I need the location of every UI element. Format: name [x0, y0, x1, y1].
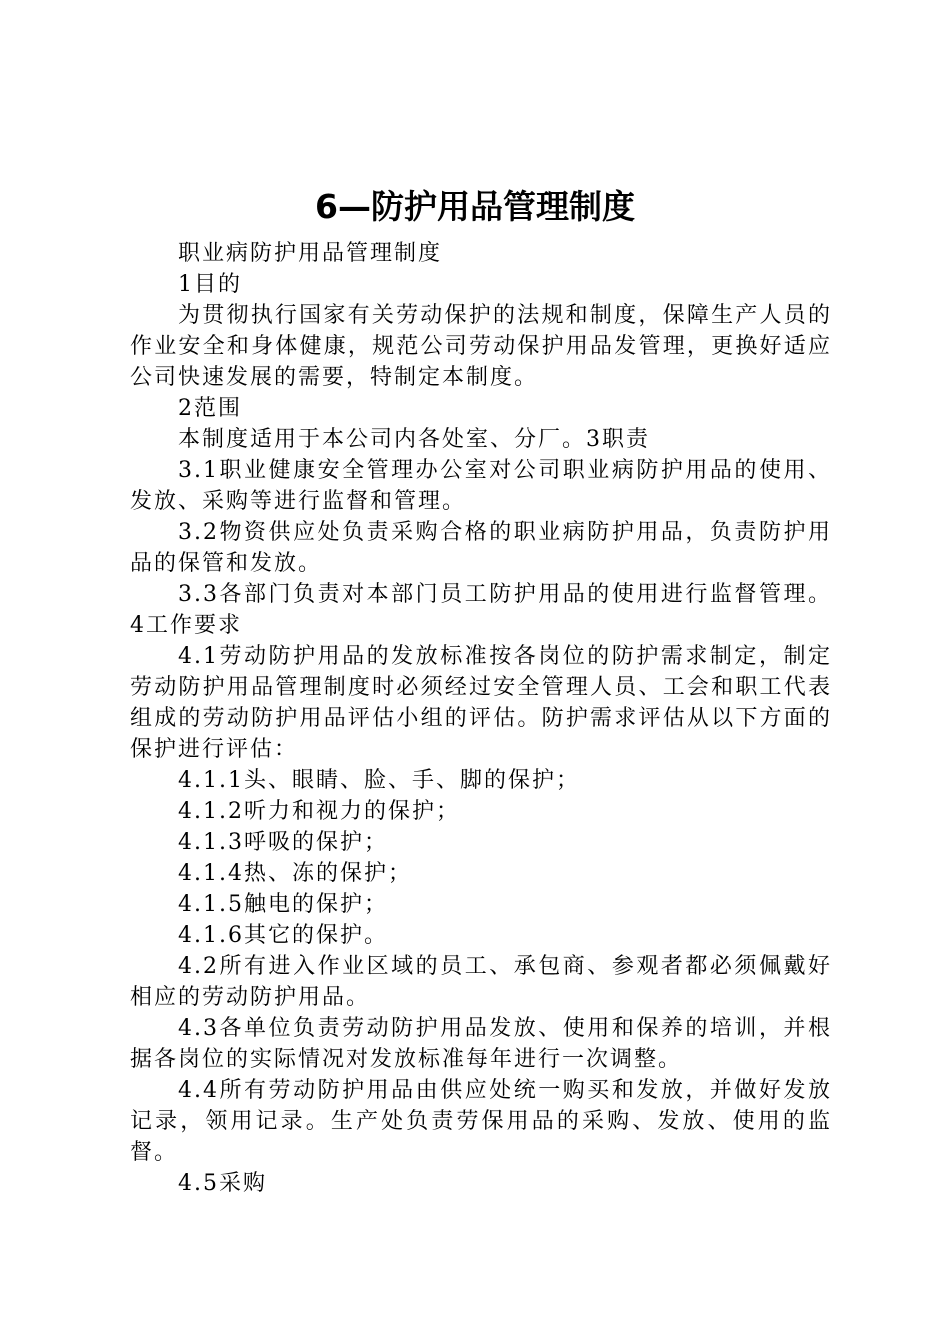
paragraph: 本制度适用于本公司内各处室、分厂。3职责 [178, 427, 650, 452]
paragraph: 4.4所有劳动防护用品由供应处统一购买和发放，并做好发放记录，领用记录。生产处负责劳保用品的采购、发放、使用的监督。 [130, 1078, 832, 1165]
paragraph: 4.1.6其它的保护。 [178, 923, 388, 948]
paragraph: 4.1.4热、冻的保护； [178, 861, 412, 886]
paragraph: 4.2所有进入作业区域的员工、承包商、参观者都必须佩戴好相应的劳动防护用品。 [130, 954, 832, 1010]
paragraph: 1目的 [178, 272, 242, 297]
document-body [130, 238, 832, 1199]
paragraph: 3.3各部门负责对本部门员工防护用品的使用进行监督管理。4工作要求 [130, 582, 832, 638]
paragraph: 4.1.2听力和视力的保护； [178, 799, 460, 824]
paragraph: 3.1职业健康安全管理办公室对公司职业病防护用品的使用、发放、采购等进行监督和管理。 [130, 458, 832, 514]
paragraph: 3.2物资供应处负责采购合格的职业病防护用品，负责防护用品的保管和发放。 [130, 520, 832, 576]
paragraph: 4.1.3呼吸的保护； [178, 830, 388, 855]
paragraph: 职业病防护用品管理制度 [178, 241, 443, 266]
document-title: 6—防护用品管理制度 [315, 187, 635, 226]
paragraph: 4.1劳动防护用品的发放标准按各岗位的防护需求制定，制定劳动防护用品管理制度时必须经过安全管理人员、工会和职工代表组成的劳动防护用品评估小组的评估。防护需求评估从以下方面的保护进行评估： [130, 644, 832, 762]
paragraph: 4.3各单位负责劳动防护用品发放、使用和保养的培训，并根据各岗位的实际情况对发放标准每年进行一次调整。 [130, 1016, 832, 1072]
paragraph: 4.1.5触电的保护； [178, 892, 388, 917]
paragraph: 为贯彻执行国家有关劳动保护的法规和制度，保障生产人员的作业安全和身体健康，规范公司劳动保护用品发管理，更换好适应公司快速发展的需要，特制定本制度。 [130, 303, 832, 390]
paragraph: 4.1.1头、眼睛、脸、手、脚的保护； [178, 768, 580, 793]
paragraph: 4.5采购 [178, 1171, 267, 1196]
paragraph: 2范围 [178, 396, 242, 421]
